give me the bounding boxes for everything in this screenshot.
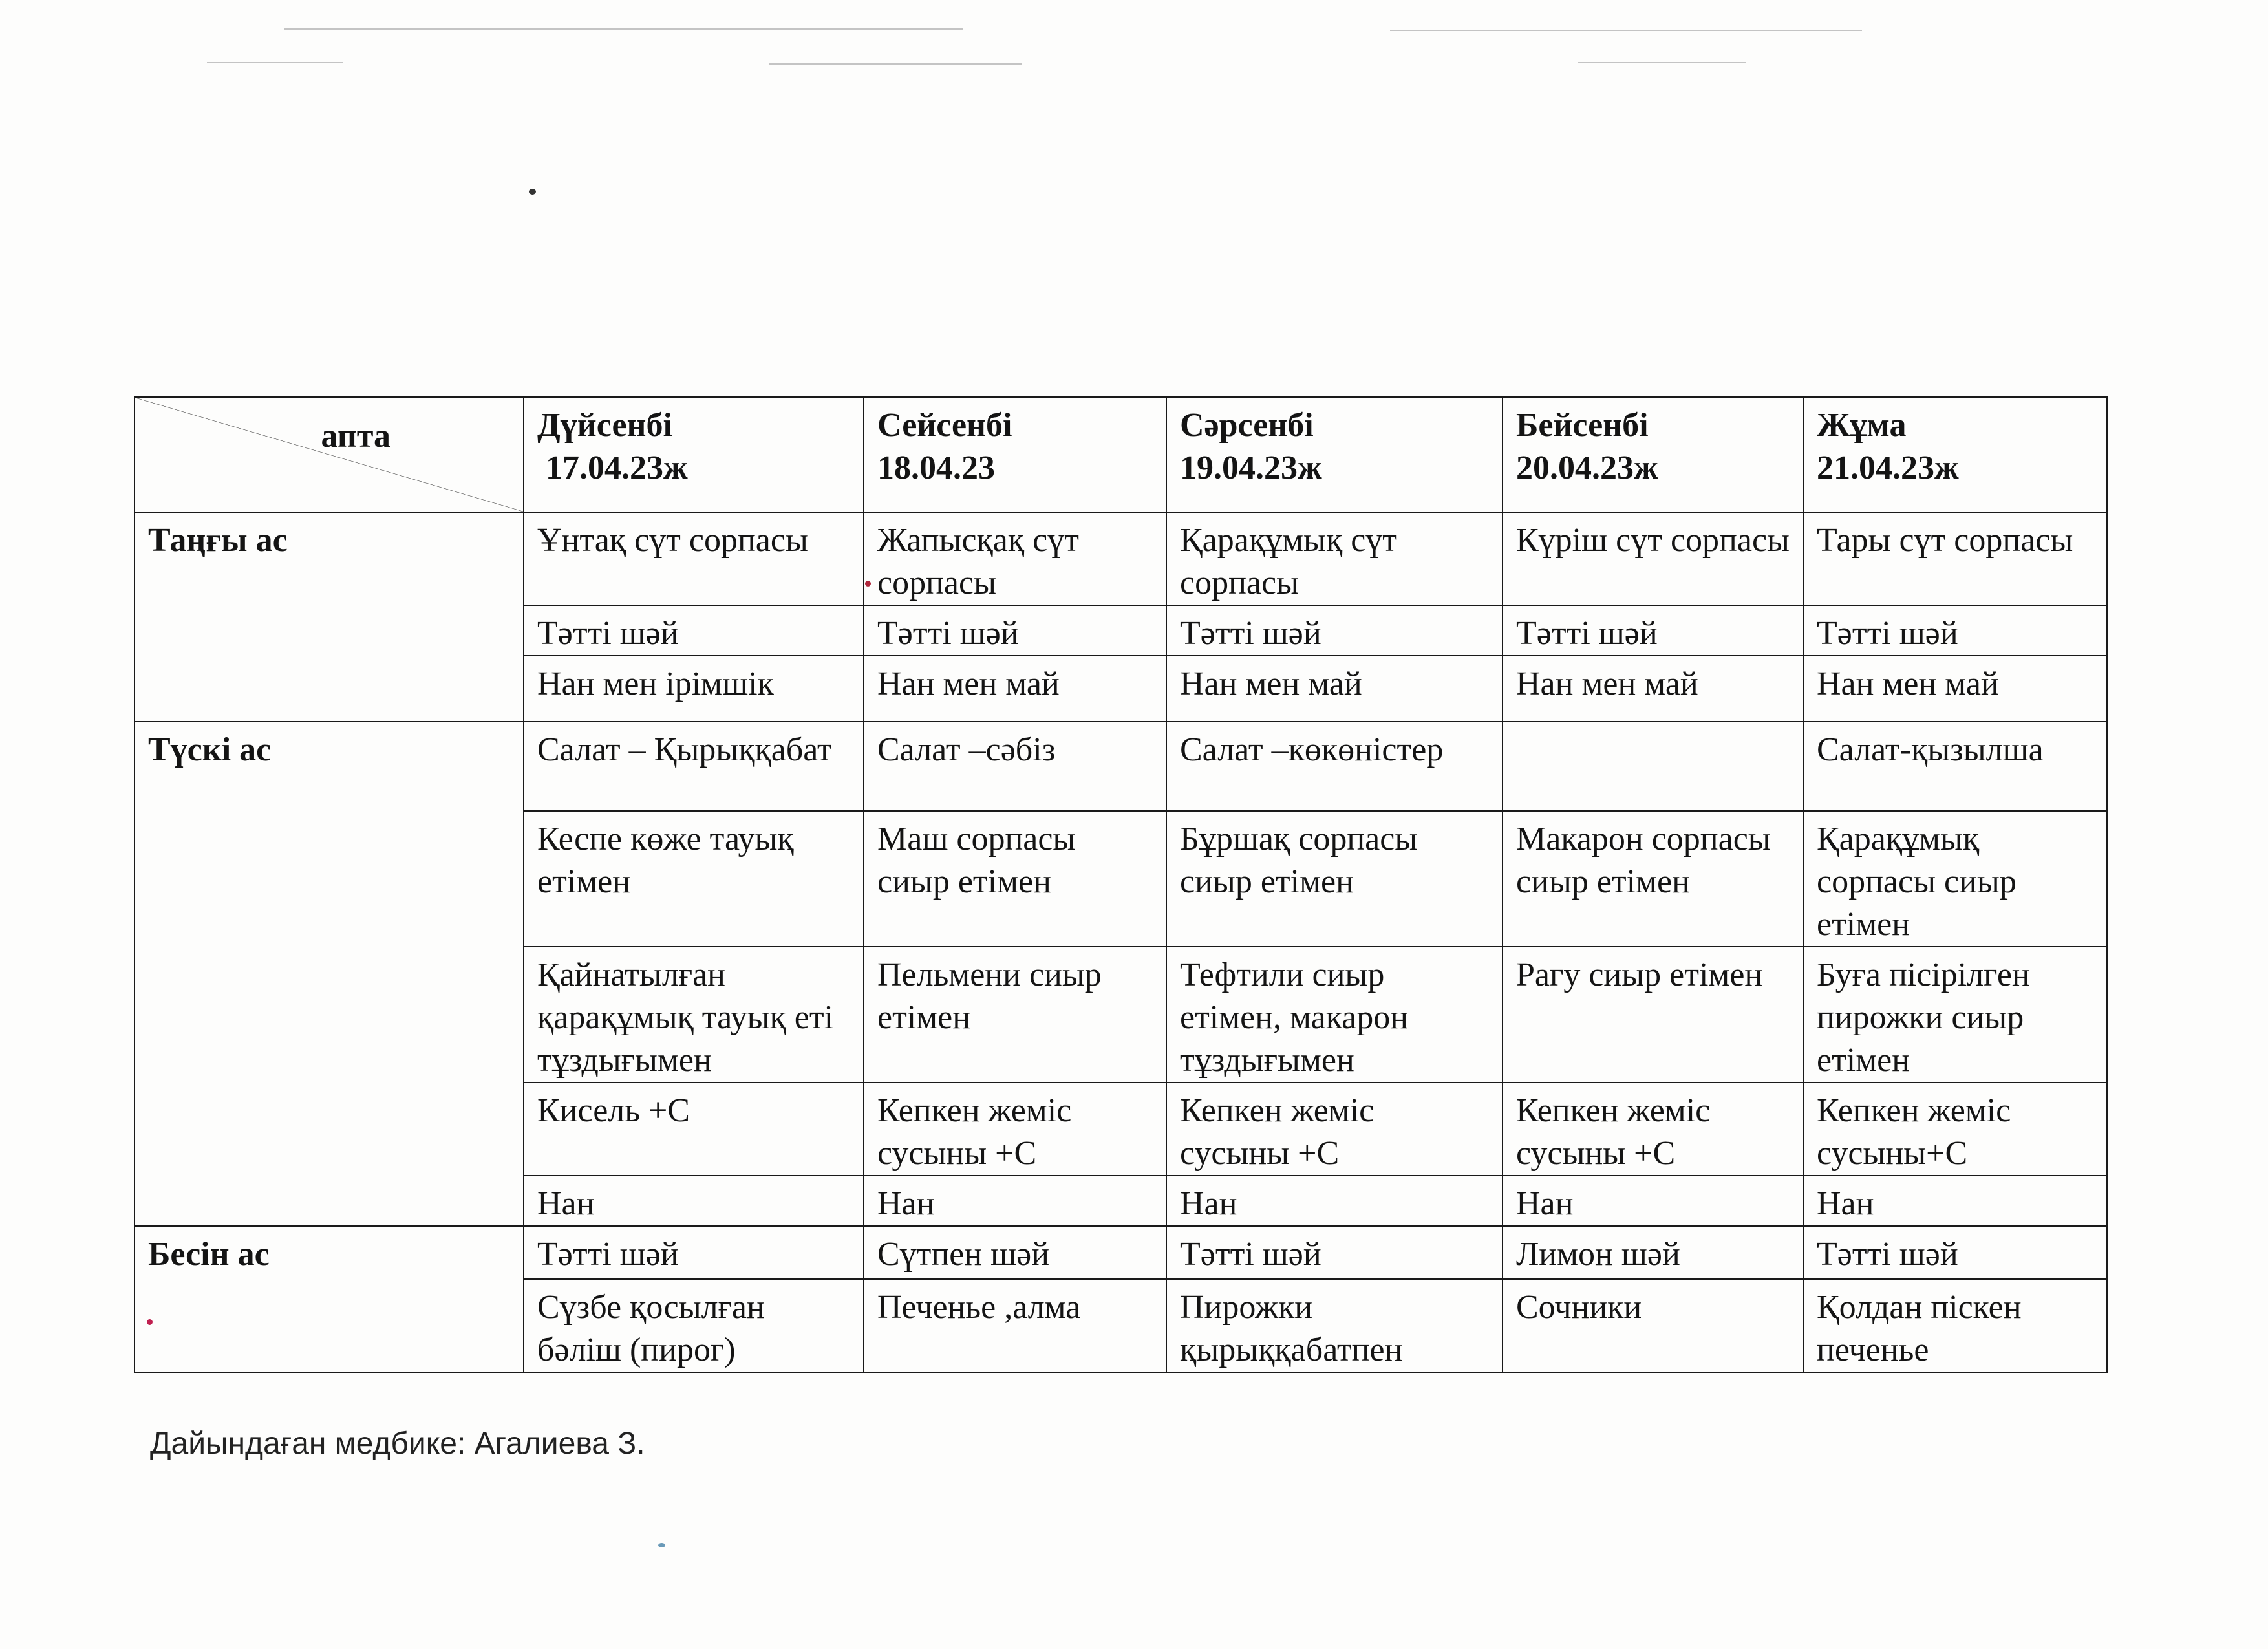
menu-cell: Тары сүт сорпасы: [1803, 512, 2107, 605]
menu-cell: Нан: [1503, 1176, 1803, 1226]
menu-cell: Қайнатылған қарақұмық тауық еті тұздығымен: [524, 947, 864, 1083]
menu-cell: Нан мен май: [1803, 656, 2107, 722]
menu-cell: Салат – Қырыққабат: [524, 722, 864, 811]
menu-cell: Салат –көкөністер: [1166, 722, 1503, 811]
menu-cell: Макарон сорпасы сиыр етімен: [1503, 811, 1803, 947]
menu-cell: Тәтті шәй: [1503, 605, 1803, 656]
prepared-by-note: Дайындаған медбике: Агалиева З.: [150, 1427, 645, 1461]
scan-artifact-line: [207, 62, 343, 63]
meal-label-afternoon-snack: Бесін ас: [134, 1226, 524, 1372]
header-corner-cell: [134, 397, 524, 512]
day-header-tuesday: Сейсенбі 18.04.23: [864, 397, 1166, 512]
scan-artifact-line: [1390, 30, 1862, 31]
meal-label-lunch: Түскі ас: [134, 722, 524, 1226]
menu-cell: Буға пісірілген пирожки сиыр етімен: [1803, 947, 2107, 1083]
menu-cell: Тәтті шәй: [524, 605, 864, 656]
menu-cell: [1503, 722, 1803, 811]
day-header-wednesday: Сәрсенбі 19.04.23ж: [1166, 397, 1503, 512]
menu-cell: Ұнтақ сүт сорпасы: [524, 512, 864, 605]
menu-cell: Сүтпен шәй: [864, 1226, 1166, 1279]
menu-cell: Кепкен жеміс сусыны +С: [1503, 1083, 1803, 1176]
menu-cell: Нан мен май: [1503, 656, 1803, 722]
menu-cell: Нан: [1803, 1176, 2107, 1226]
header-row: [134, 397, 2107, 512]
menu-row: [134, 1226, 2107, 1279]
menu-cell: Кепкен жеміс сусыны+С: [1803, 1083, 2107, 1176]
day-header-thursday: Бейсенбі 20.04.23ж: [1503, 397, 1803, 512]
menu-cell: Нан мен ірімшік: [524, 656, 864, 722]
menu-row: [134, 722, 2107, 811]
day-header-monday: Дүйсенбі 17.04.23ж: [524, 397, 864, 512]
scan-artifact-line: [1578, 62, 1746, 63]
menu-cell: Кепкен жеміс сусыны +С: [1166, 1083, 1503, 1176]
menu-cell: Тәтті шәй: [1803, 1226, 2107, 1279]
menu-cell: Нан: [1166, 1176, 1503, 1226]
meal-label-breakfast: Таңғы ас: [134, 512, 524, 722]
scan-artifact-line: [284, 28, 963, 30]
menu-cell: Кисель +С: [524, 1083, 864, 1176]
menu-cell: Тәтті шәй: [1166, 1226, 1503, 1279]
menu-cell: Нан: [524, 1176, 864, 1226]
scan-speck: [529, 189, 536, 195]
menu-cell: Тәтті шәй: [1803, 605, 2107, 656]
menu-cell: Тефтили сиыр етімен, макарон тұздығымен: [1166, 947, 1503, 1083]
menu-cell: Қарақұмық сорпасы сиыр етімен: [1803, 811, 2107, 947]
menu-cell: Жапысқақ сүт сорпасы: [864, 512, 1166, 605]
menu-cell: Тәтті шәй: [864, 605, 1166, 656]
menu-cell: Кеспе көже тауық етімен: [524, 811, 864, 947]
menu-cell: Лимон шәй: [1503, 1226, 1803, 1279]
menu-cell: Сүзбе қосылған бәліш (пирог): [524, 1279, 864, 1372]
menu-cell: Салат –сәбіз: [864, 722, 1166, 811]
menu-cell: Тәтті шәй: [1166, 605, 1503, 656]
menu-cell: Пирожки қырыққабатпен: [1166, 1279, 1503, 1372]
scan-artifact-line: [769, 63, 1022, 65]
menu-cell: Нан мен май: [1166, 656, 1503, 722]
menu-cell: Маш сорпасы сиыр етімен: [864, 811, 1166, 947]
day-header-friday: Жұма 21.04.23ж: [1803, 397, 2107, 512]
menu-cell: Пельмени сиыр етімен: [864, 947, 1166, 1083]
weekly-menu-table: [134, 396, 2108, 1373]
menu-row: [134, 512, 2107, 605]
scan-speck: [658, 1543, 665, 1547]
menu-cell: Қолдан піскен печенье: [1803, 1279, 2107, 1372]
menu-cell: Күріш сүт сорпасы: [1503, 512, 1803, 605]
menu-cell: Салат-қызылша: [1803, 722, 2107, 811]
menu-cell: Нан: [864, 1176, 1166, 1226]
menu-cell: Қарақұмық сүт сорпасы: [1166, 512, 1503, 605]
menu-cell: Печенье ,алма: [864, 1279, 1166, 1372]
menu-cell: Сочники: [1503, 1279, 1803, 1372]
week-label: апта: [321, 418, 390, 455]
menu-cell: Нан мен май: [864, 656, 1166, 722]
menu-cell: Кепкен жеміс сусыны +С: [864, 1083, 1166, 1176]
menu-cell: Тәтті шәй: [524, 1226, 864, 1279]
menu-cell: Бұршақ сорпасы сиыр етімен: [1166, 811, 1503, 947]
menu-cell: Рагу сиыр етімен: [1503, 947, 1803, 1083]
